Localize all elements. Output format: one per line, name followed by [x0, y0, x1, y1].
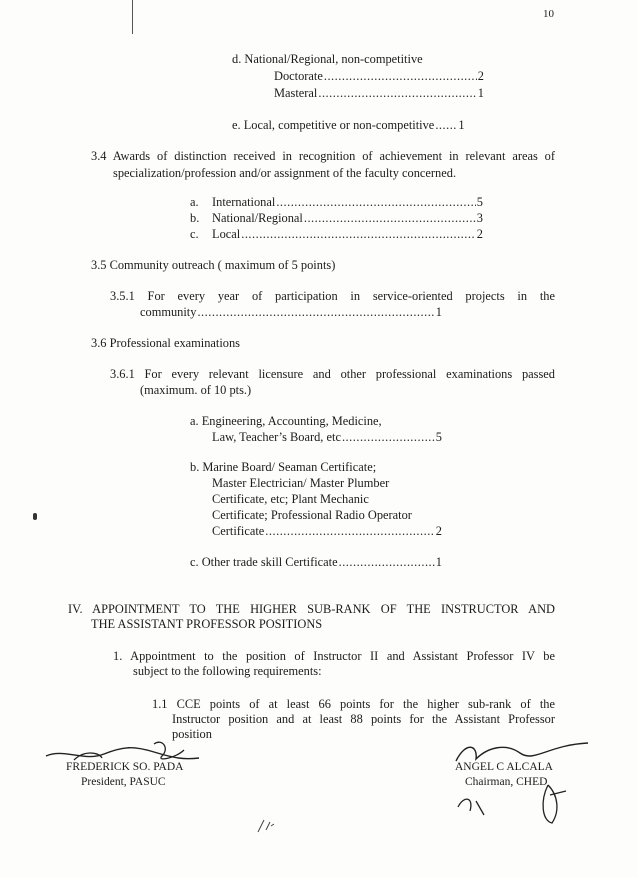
s34-b-letter: b. [190, 211, 200, 225]
s36-title: 3.6 Professional examinations [91, 336, 241, 350]
s4-line2: THE ASSISTANT PROFESSOR POSITIONS [91, 617, 323, 631]
s34-a-label: International [212, 195, 276, 209]
item-d-doctorate [274, 69, 484, 84]
item-e [232, 118, 484, 133]
s34-a [212, 195, 483, 210]
s4-p1-line2: subject to the following requirements: [133, 664, 322, 678]
s35-title: 3.5 Community outreach ( maximum of 5 points) [91, 258, 336, 272]
s34-c-letter: c. [190, 227, 199, 241]
masteral-label: Masteral [274, 86, 318, 100]
scan-speck [33, 513, 37, 520]
s36-b-line1: b. Marine Board/ Seaman Certificate; [190, 460, 377, 474]
page-number: 10 [543, 8, 554, 20]
masteral-points: 1 [477, 86, 484, 100]
s36-a-line1: a. Engineering, Accounting, Medicine, [190, 414, 382, 428]
item-d-masteral [274, 86, 484, 101]
s34-line1: 3.4 Awards of distinction received in recognition of achievement in relevant areas of [91, 149, 555, 163]
s36-c [190, 555, 442, 570]
s34-c-label: Local [212, 227, 241, 241]
s36-b-points: 2 [435, 524, 442, 538]
left-signatory-name: FREDERICK SO. PADA [66, 761, 184, 773]
scan-mark [256, 818, 276, 834]
s34-line2: specialization/profession and/or assignment of the faculty concerned. [113, 166, 457, 180]
s35-community-label: community [140, 305, 197, 319]
s36-b-label: Certificate [212, 524, 265, 538]
doctorate-label: Doctorate [274, 69, 323, 83]
s4-p1-line1: 1. Appointment to the position of Instructor II and Assistant Professor IV be [113, 649, 555, 663]
s36-a-points: 5 [435, 430, 442, 444]
s4-p11-line1: 1.1 CCE points of at least 66 points for the higher sub-rank of the [152, 697, 555, 711]
s34-a-points: 5 [476, 195, 483, 209]
s34-b-points: 3 [476, 211, 483, 225]
s35-points: 1 [435, 305, 442, 319]
s36-c-label: c. Other trade skill Certificate [190, 555, 338, 569]
s36-line2: (maximum. of 10 pts.) [140, 383, 252, 397]
s35-line2 [140, 305, 442, 320]
doctorate-points: 2 [477, 69, 484, 83]
s34-c [212, 227, 483, 242]
s36-b-line5 [212, 524, 442, 539]
s34-c-points: 2 [476, 227, 483, 241]
s36-a-label: Law, Teacher’s Board, etc [212, 430, 341, 444]
s36-b-line4: Certificate; Professional Radio Operator [212, 508, 412, 522]
s34-b-label: National/Regional [212, 211, 303, 225]
s36-a-line2 [212, 430, 442, 445]
item-e-points: 1 [458, 118, 465, 132]
s36-b-line2: Master Electrician/ Master Plumber [212, 476, 390, 490]
s36-c-points: 1 [435, 555, 442, 569]
item-e-label: e. Local, competitive or non-competitive [232, 118, 435, 132]
left-signatory-title: President, PASUC [81, 776, 166, 788]
item-d-title: d. National/Regional, non-competitive [232, 52, 423, 66]
right-signatory-title: Chairman, CHED [465, 776, 548, 788]
s4-p11-line3: position [172, 727, 212, 741]
s4-p11-line2: Instructor position and at least 88 points for the Assistant Professor [172, 712, 555, 726]
s4-line1: IV. APPOINTMENT TO THE HIGHER SUB-RANK OF THE INSTRUCTOR AND [68, 602, 555, 616]
s36-line1: 3.6.1 For every relevant licensure and other professional examinations passed [110, 367, 555, 381]
right-signatory-name: ANGEL C ALCALA [455, 761, 553, 773]
s34-b [212, 211, 483, 226]
s34-a-letter: a. [190, 195, 199, 209]
scan-margin-line [132, 0, 133, 34]
s35-line1: 3.5.1 For every year of participation in service-oriented projects in the [110, 289, 555, 303]
s36-b-line3: Certificate, etc; Plant Mechanic [212, 492, 369, 506]
